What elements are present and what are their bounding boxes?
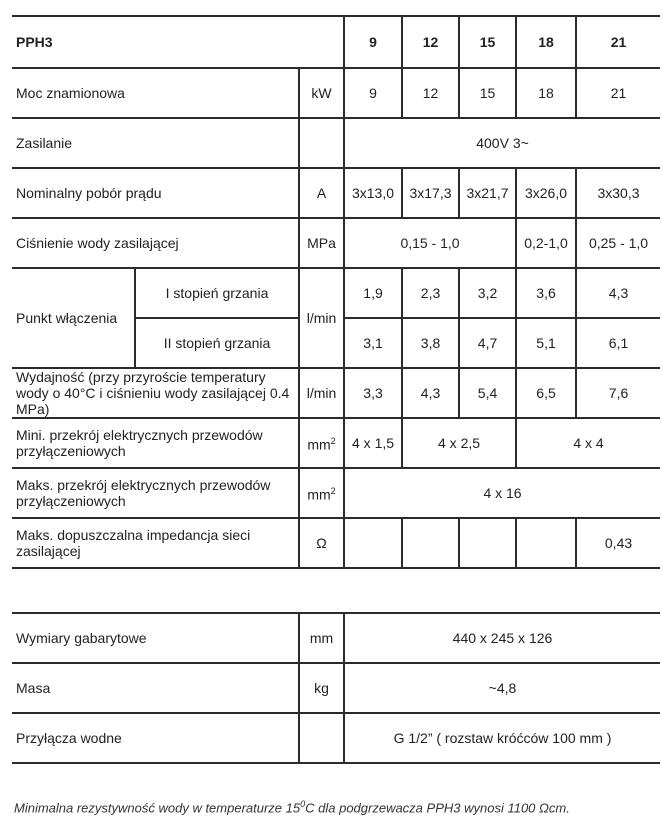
table-row (12, 268, 660, 318)
table-row (12, 68, 660, 118)
cell: 5,4 (459, 368, 516, 418)
table-row (12, 518, 660, 568)
cell: 6,1 (576, 318, 660, 368)
cell: 2,3 (402, 268, 459, 318)
cell: 0,15 - 1,0 (344, 218, 516, 268)
row-unit (299, 418, 344, 468)
row-label: Wymiary gabarytowe (12, 613, 299, 663)
table-row (12, 713, 660, 763)
cell: 3,2 (459, 268, 516, 318)
cell (459, 518, 516, 568)
row-label: Masa (12, 663, 299, 713)
table-row (12, 663, 660, 713)
row-label: Punkt włączenia (12, 268, 135, 368)
cell: 4,3 (576, 268, 660, 318)
header-row (12, 16, 660, 68)
row-label: Maks. dopuszczalna impedancja sieci zasilającej (12, 518, 299, 568)
cell: 4 x 1,5 (344, 418, 402, 468)
table-row (12, 368, 660, 418)
cell: G 1/2” ( rozstaw króćców 100 mm ) (344, 713, 660, 763)
unit-text: mm (307, 436, 331, 453)
cell: 18 (516, 68, 576, 118)
footnote-pre: Minimalna rezystywność wody w temperaturze 15 (14, 800, 301, 816)
cell: 3x21,7 (459, 168, 516, 218)
model-9: 9 (344, 16, 402, 68)
row-label: Wydajność (przy przyroście temperatury wody o 40°C i ciśnieniu wody zasilającej 0.4 MPa) (12, 368, 299, 418)
row-label: Zasilanie (12, 118, 299, 168)
cell: 3,6 (516, 268, 576, 318)
cell: 440 x 245 x 126 (344, 613, 660, 663)
cell: 3x30,3 (576, 168, 660, 218)
cell: 400V 3~ (344, 118, 660, 168)
row-unit: kW (299, 68, 344, 118)
cell: 4 x 2,5 (402, 418, 516, 468)
cell: 4,7 (459, 318, 516, 368)
cell: 4 x 16 (344, 468, 660, 518)
spec-table (12, 15, 660, 569)
row-label: Nominalny pobór prądu (12, 168, 299, 218)
row-unit: mm (299, 613, 344, 663)
sub-label: II stopień grzania (135, 318, 299, 368)
cell (516, 518, 576, 568)
unit-sup: 2 (330, 436, 336, 447)
table-row (12, 218, 660, 268)
cell: 0,43 (576, 518, 660, 568)
model-12: 12 (402, 16, 459, 68)
footnote-sup: 0 (300, 799, 306, 809)
model-18: 18 (516, 16, 576, 68)
row-unit: l/min (299, 268, 344, 368)
cell: 5,1 (516, 318, 576, 368)
cell: 7,6 (576, 368, 660, 418)
cell: 3x13,0 (344, 168, 402, 218)
row-unit (299, 468, 344, 518)
row-unit: MPa (299, 218, 344, 268)
row-label: Moc znamionowa (12, 68, 299, 118)
cell: 1,9 (344, 268, 402, 318)
cell: 6,5 (516, 368, 576, 418)
cell: 21 (576, 68, 660, 118)
footnote (14, 799, 570, 815)
row-unit: Ω (299, 518, 344, 568)
row-unit (299, 713, 344, 763)
dimensions-table (12, 612, 660, 764)
cell: 0,2-1,0 (516, 218, 576, 268)
unit-sup: 2 (330, 486, 336, 497)
table-row (12, 613, 660, 663)
row-unit: A (299, 168, 344, 218)
table-row (12, 468, 660, 518)
sub-label: I stopień grzania (135, 268, 299, 318)
cell: 9 (344, 68, 402, 118)
table-row (12, 418, 660, 468)
row-unit (299, 118, 344, 168)
model-21: 21 (576, 16, 660, 68)
cell (402, 518, 459, 568)
cell: 3,1 (344, 318, 402, 368)
row-label: Maks. przekrój elektrycznych przewodów przyłączeniowych (12, 468, 299, 518)
cell (344, 518, 402, 568)
model-label: PPH3 (12, 16, 344, 68)
cell: 3x17,3 (402, 168, 459, 218)
cell: 3,3 (344, 368, 402, 418)
cell: 3,8 (402, 318, 459, 368)
cell: 4 x 4 (516, 418, 660, 468)
row-unit: l/min (299, 368, 344, 418)
footnote-post: C dla podgrzewacza PPH3 wynosi 1100 Ωcm. (305, 800, 570, 816)
cell: 4,3 (402, 368, 459, 418)
model-15: 15 (459, 16, 516, 68)
row-label: Ciśnienie wody zasilającej (12, 218, 299, 268)
table-row (12, 168, 660, 218)
row-label: Mini. przekrój elektrycznych przewodów przyłączeniowych (12, 418, 299, 468)
row-label: Przyłącza wodne (12, 713, 299, 763)
table-row (12, 118, 660, 168)
cell: 3x26,0 (516, 168, 576, 218)
cell: 0,25 - 1,0 (576, 218, 660, 268)
unit-text: mm (307, 486, 331, 503)
cell: 15 (459, 68, 516, 118)
cell: 12 (402, 68, 459, 118)
cell: ~4,8 (344, 663, 660, 713)
row-unit: kg (299, 663, 344, 713)
